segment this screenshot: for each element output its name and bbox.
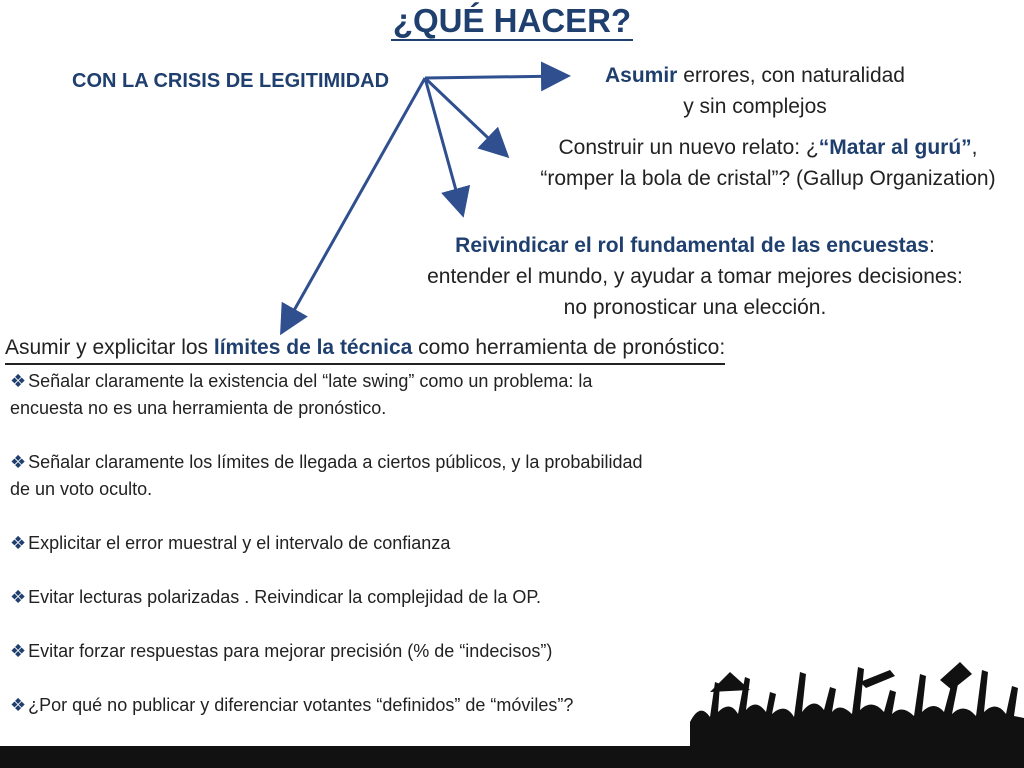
- list-item: ❖ Evitar forzar respuestas para mejorar precisión (% de “indecisos”): [10, 641, 553, 661]
- branch-reivindicar-encuestas: Reivindicar el rol fundamental de las encuestas: entender el mundo, y ayudar a tomar mejores decisiones: no pronosticar una elección.: [427, 234, 963, 319]
- diamond-bullet-icon: ❖: [10, 641, 27, 661]
- list-item: ❖ ¿Por qué no publicar y diferenciar votantes “definidos” de “móviles”?: [10, 695, 574, 715]
- subtitle: CON LA CRISIS DE LEGITIMIDAD: [72, 70, 390, 92]
- diamond-bullet-icon: ❖: [10, 695, 27, 715]
- diamond-bullet-icon: ❖: [10, 452, 27, 472]
- bullet-list: [10, 368, 660, 719]
- footer-bar: [0, 746, 1024, 768]
- list-item: ❖ Señalar claramente la existencia del “late swing” como un problema: la encuesta no es una herramienta de pronóstico.: [10, 371, 593, 418]
- list-item: ❖ Explicitar el error muestral y el intervalo de confianza: [10, 533, 451, 553]
- list-item: ❖ Señalar claramente los límites de llegada a ciertos públicos, y la probabilidad de un voto oculto.: [10, 452, 643, 499]
- branch-nuevo-relato: Construir un nuevo relato: ¿“Matar al gurú”, “romper la bola de cristal”? (Gallup Organization): [540, 136, 996, 190]
- arrow-to-reivindicar: [425, 78, 462, 212]
- arrow-to-limites: [283, 78, 425, 330]
- slide-title: ¿QUÉ HACER?: [392, 2, 632, 39]
- branch-asumir-errores: Asumir errores, con naturalidad y sin complejos: [605, 64, 905, 118]
- arrow-to-asumir: [425, 76, 565, 78]
- diamond-bullet-icon: ❖: [10, 587, 27, 607]
- limits-heading: Asumir y explicitar los límites de la técnica como herramienta de pronóstico:: [5, 333, 725, 365]
- crowd-silhouette-icon: [690, 662, 1024, 752]
- diamond-bullet-icon: ❖: [10, 533, 27, 553]
- list-item: ❖ Evitar lecturas polarizadas . Reivindicar la complejidad de la OP.: [10, 587, 542, 607]
- diamond-bullet-icon: ❖: [10, 371, 27, 391]
